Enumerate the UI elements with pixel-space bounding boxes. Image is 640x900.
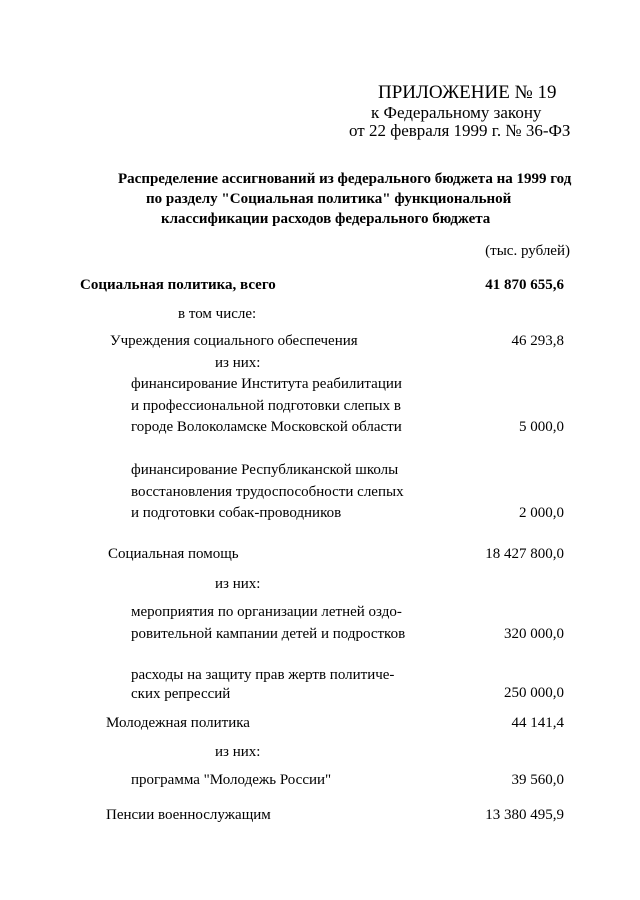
law-reference-line2: от 22 февраля 1999 г. № 36-ФЗ bbox=[349, 121, 571, 140]
document-title-line2: по разделу "Социальная политика" функциональной bbox=[146, 191, 512, 207]
military-pensions-label: Пенсии военнослужащим bbox=[106, 807, 271, 823]
item-line: восстановления трудоспособности слепых bbox=[131, 484, 404, 500]
item-line: мероприятия по организации летней оздо- bbox=[131, 604, 402, 620]
item-line: и подготовки собак-проводников bbox=[131, 505, 342, 521]
item-line: программа "Молодежь России" bbox=[131, 772, 332, 788]
social-aid-value: 18 427 800,0 bbox=[485, 546, 564, 562]
item-value: 250 000,0 bbox=[504, 685, 564, 701]
item-line: финансирование Республиканской школы bbox=[131, 462, 399, 478]
of-which-label: из них: bbox=[215, 744, 261, 760]
including-label: в том числе: bbox=[178, 306, 257, 322]
of-which-label: из них: bbox=[215, 355, 261, 371]
appendix-number: ПРИЛОЖЕНИЕ № 19 bbox=[378, 82, 557, 103]
document-title-line3: классификации расходов федерального бюджета bbox=[161, 211, 491, 227]
social-aid-label: Социальная помощь bbox=[108, 546, 239, 562]
item-line: городе Волоколамске Московской области bbox=[131, 419, 402, 435]
document-title-line1: Распределение ассигнований из федерального бюджета на 1999 год bbox=[118, 171, 572, 187]
item-line: и профессиональной подготовки слепых в bbox=[131, 398, 401, 414]
total-label: Социальная политика, всего bbox=[80, 277, 276, 293]
item-line: ровительной кампании детей и подростков bbox=[131, 626, 406, 642]
law-reference-line1: к Федеральному закону bbox=[371, 103, 542, 122]
social-institutions-label: Учреждения социального обеспечения bbox=[110, 333, 358, 349]
item-line: расходы на защиту прав жертв политиче- bbox=[131, 667, 395, 683]
item-value: 320 000,0 bbox=[504, 626, 564, 642]
youth-policy-label: Молодежная политика bbox=[106, 715, 250, 731]
item-line: ских репрессий bbox=[131, 686, 231, 702]
military-pensions-value: 13 380 495,9 bbox=[485, 807, 564, 823]
total-value: 41 870 655,6 bbox=[485, 277, 564, 293]
item-value: 39 560,0 bbox=[511, 772, 564, 788]
item-line: финансирование Института реабилитации bbox=[131, 376, 402, 392]
item-value: 2 000,0 bbox=[519, 505, 564, 521]
units-label: (тыс. рублей) bbox=[485, 243, 570, 259]
youth-policy-value: 44 141,4 bbox=[511, 715, 564, 731]
item-value: 5 000,0 bbox=[519, 419, 564, 435]
social-institutions-value: 46 293,8 bbox=[511, 333, 564, 349]
of-which-label: из них: bbox=[215, 576, 261, 592]
